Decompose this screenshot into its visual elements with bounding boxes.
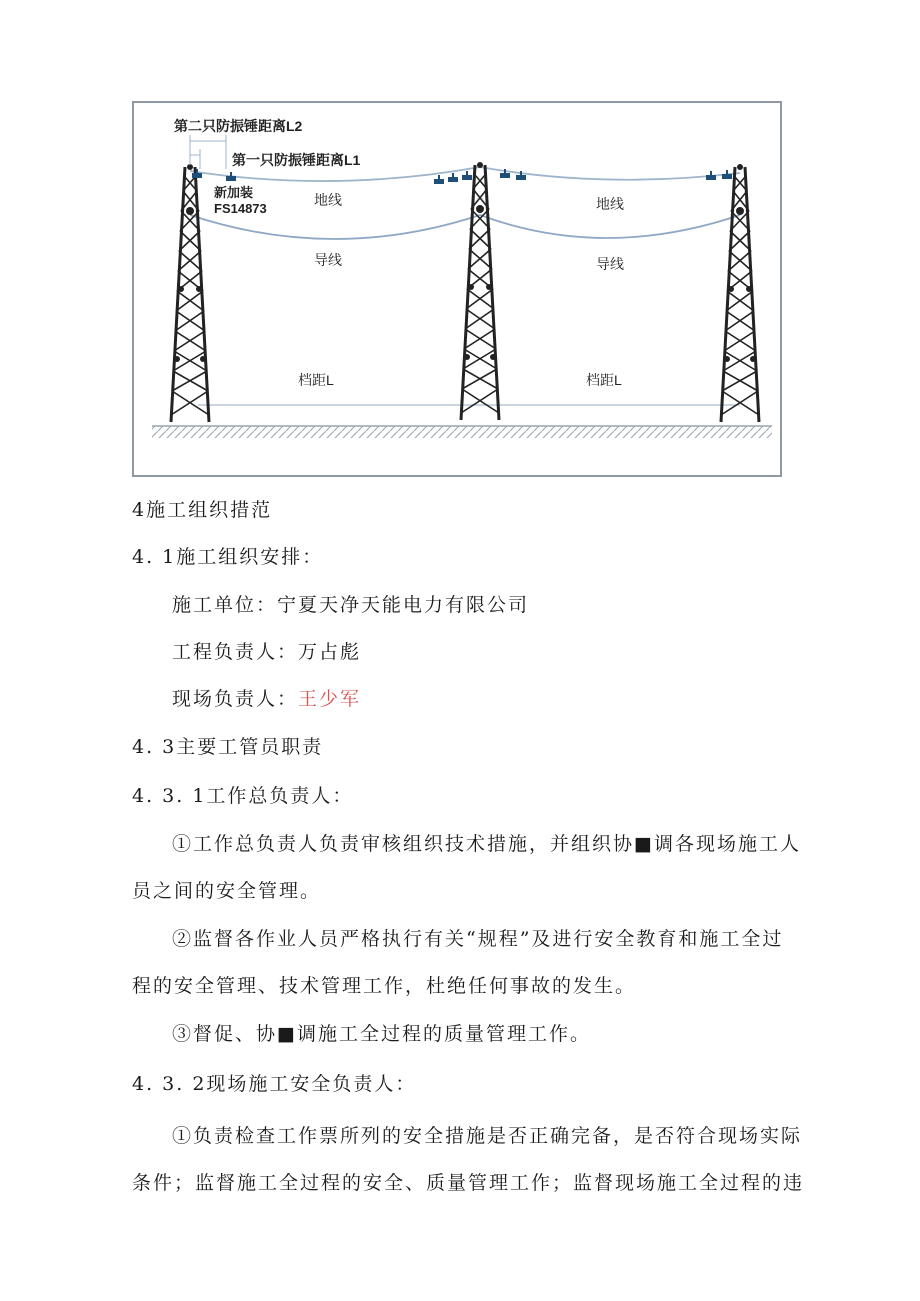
conductor-wire <box>190 215 740 239</box>
distance-markers <box>190 135 226 169</box>
construction-unit-value: 宁夏天净天能电力有限公司 <box>277 594 530 616</box>
paragraph-2-line-1: ②监督各作业人员严格执行有关“规程”及进行安全教育和施工全过 <box>172 928 784 950</box>
project-manager-label: 工程负责人： <box>172 641 299 663</box>
site-manager-value: 王少军 <box>298 688 362 710</box>
section-4-1-heading: 4. 1施工组织安排： <box>132 546 324 568</box>
tower-right <box>721 164 759 422</box>
diagram-svg <box>134 103 780 475</box>
construction-unit <box>172 590 529 617</box>
section-4-3-1-heading: 4. 3. 1工作总负责人： <box>132 785 354 807</box>
power-line-diagram <box>132 101 782 477</box>
site-manager-label: 现场负责人： <box>172 688 299 710</box>
project-manager <box>172 637 361 664</box>
label-conductor-left: 导线 <box>314 252 342 268</box>
label-l1: 第一只防振锤距离L1 <box>232 152 361 168</box>
label-span-right: 档距L <box>586 372 622 388</box>
paragraph-2-line-2: 程的安全管理、技术管理工作，杜绝任何事故的发生。 <box>132 975 637 997</box>
paragraph-4-line-1: ①负责检查工作票所列的安全措施是否正确完备，是否符合现场实际 <box>172 1125 803 1147</box>
label-model: FS14873 <box>214 201 267 216</box>
site-manager <box>172 684 361 711</box>
label-conductor-right: 导线 <box>596 256 624 272</box>
label-l2: 第二只防振锤距离L2 <box>174 118 303 134</box>
paragraph-4-line-2: 条件；监督施工全过程的安全、质量管理工作；监督现场施工全过程的违 <box>132 1172 805 1194</box>
section-4-3-2-heading: 4. 3. 2现场施工安全负责人： <box>132 1073 417 1095</box>
label-ground-wire-left: 地线 <box>314 192 342 208</box>
tower-middle <box>461 162 499 420</box>
section-4-heading: 4施工组织措范 <box>132 499 273 521</box>
tower-left <box>171 164 209 422</box>
label-ground-wire-right: 地线 <box>596 196 624 212</box>
construction-unit-label: 施工单位： <box>172 594 278 616</box>
vibration-dampers <box>192 169 732 184</box>
project-manager-value: 万占彪 <box>298 641 362 663</box>
ground-hatch <box>152 426 772 438</box>
label-span-left: 档距L <box>298 372 334 388</box>
label-new-install: 新加装 <box>214 185 254 200</box>
paragraph-3: ③督促、协■调施工全过程的质量管理工作。 <box>172 1023 591 1045</box>
paragraph-1-line-2: 员之间的安全管理。 <box>132 880 322 902</box>
paragraph-1-line-1: ①工作总负责人负责审核组织技术措施，并组织协■调各现场施工人 <box>172 833 801 855</box>
section-4-3-heading: 4. 3主要工管员职责 <box>132 736 324 758</box>
